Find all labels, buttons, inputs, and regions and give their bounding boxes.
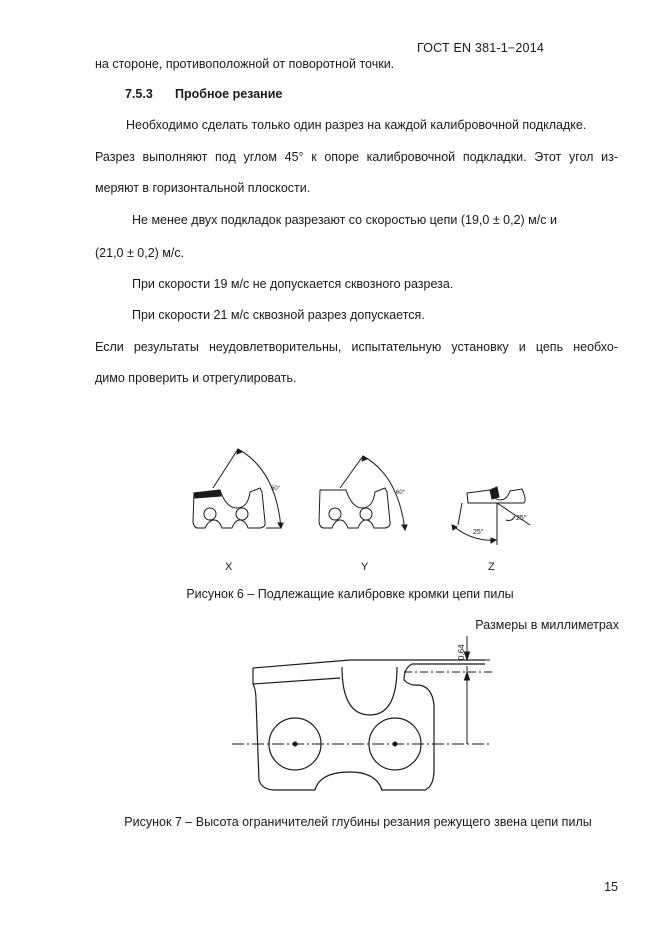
paragraph-6-line-2: димо проверить и отрегулировать. — [95, 371, 297, 385]
dimension-label: 0,64 — [457, 644, 466, 660]
angle-x-label: 60° — [271, 486, 281, 492]
figure-6-label-x: X — [225, 561, 233, 573]
paragraph-2-line-1: Разрез выполняют под углом 45° к опоре калибровочной подкладки. Этот угол из- — [95, 150, 618, 164]
paragraph-6-line-1: Если результаты неудовлетворительны, испытательную установку и цепь необхо- — [95, 340, 618, 354]
paragraph-4: При скорости 19 м/с не допускается сквозного разреза. — [132, 277, 454, 291]
figure-6-label-y: Y — [361, 561, 369, 573]
angle-y-label: 60° — [396, 490, 406, 496]
cutter-link-outline — [253, 664, 485, 790]
page-number: 15 — [604, 880, 618, 894]
paragraph-2-line-2: меряют в горизонтальной плоскости. — [95, 181, 311, 195]
figure-6-label-z: Z — [488, 561, 495, 573]
paragraph-3-line-1: Не менее двух подкладок разрезают со скоростью цепи (19,0 ± 0,2) м/с и — [132, 213, 557, 227]
section-number: 7.5.3 — [125, 87, 153, 101]
section-title: Пробное резание — [175, 87, 283, 101]
angle-z1-label: 25° — [516, 515, 527, 522]
paragraph-3-line-2: (21,0 ± 0,2) м/с. — [95, 246, 185, 260]
paragraph-5: При скорости 21 м/с сквозной разрез допускается. — [132, 308, 425, 322]
units-note: Размеры в миллиметрах — [475, 618, 619, 632]
standard-designation: ГОСТ EN 381-1−2014 — [416, 41, 544, 55]
paragraph-1: Необходимо сделать только один разрез на каждой калибровочной подкладке. — [126, 118, 587, 132]
angle-z2-label: 25° — [473, 529, 484, 536]
figure-6-caption: Рисунок 6 – Подлежащие калибровке кромки цепи пилы — [186, 587, 514, 601]
continuation-line: на стороне, противоположной от поворотной точки. — [95, 57, 395, 71]
figure-7-caption: Рисунок 7 – Высота ограничителей глубины резания режущего звена цепи пилы — [124, 815, 592, 829]
